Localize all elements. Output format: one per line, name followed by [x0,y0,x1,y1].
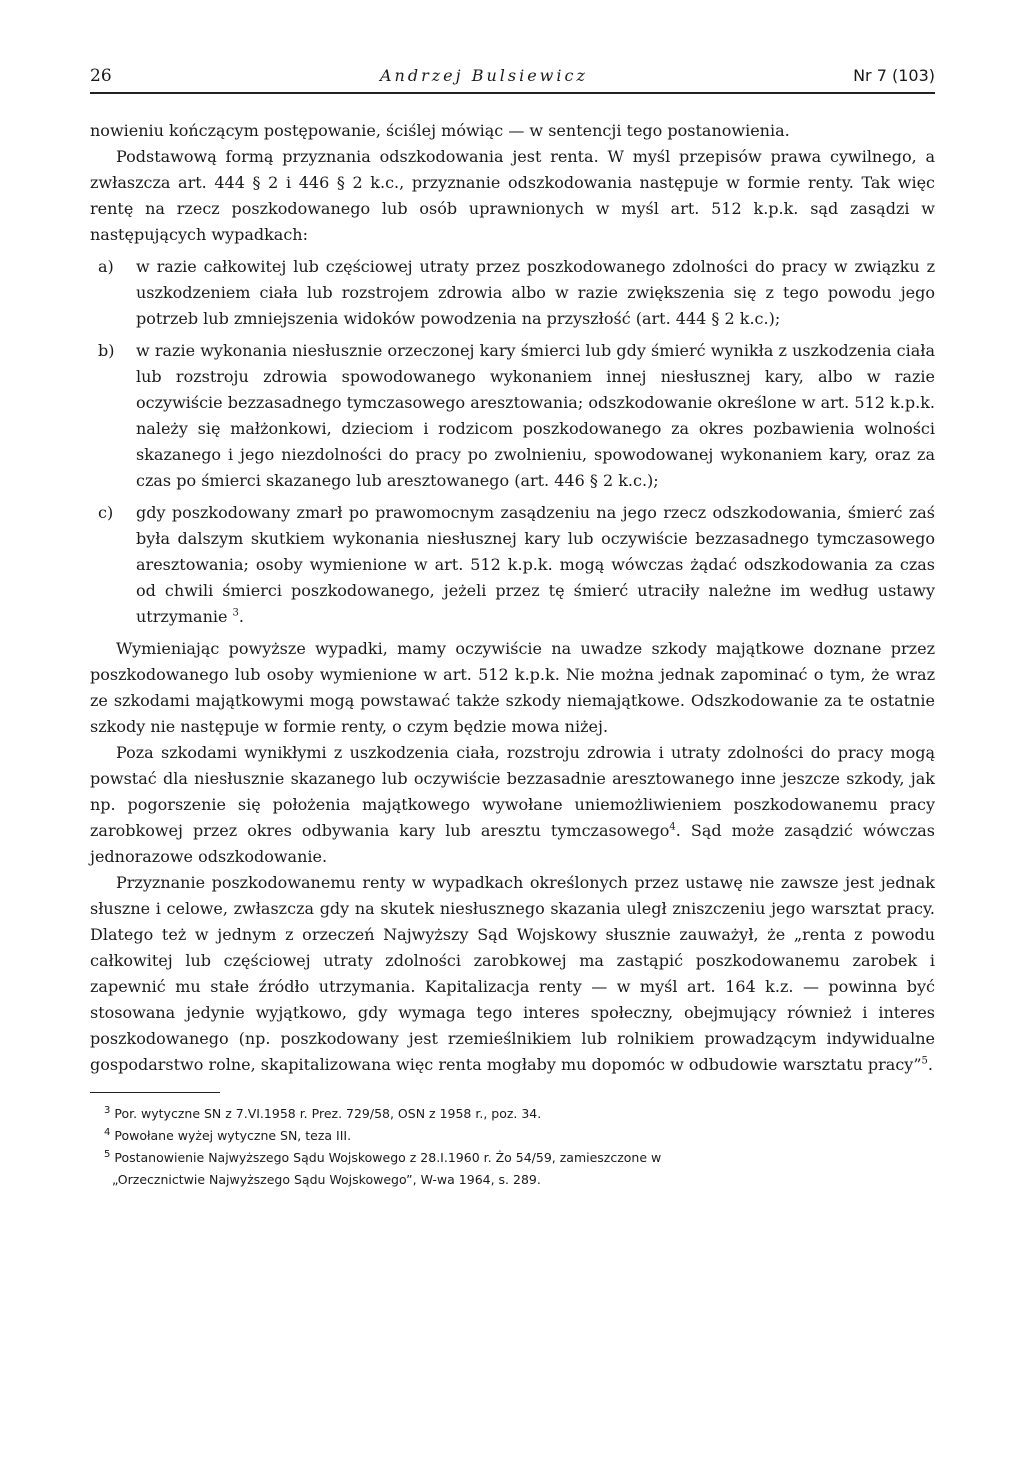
list-item-text: w razie wykonania niesłusznie orzeczonej kary śmierci lub gdy śmierć wynikła z uszkodzenia ciała lub rozstroju zdrowia spowodowanego wykonaniem innej niesłusznej kary, albo w razie oczywiście bezzasadnego tymczasowego aresztowania; odszkodowanie określone w art. 512 k.p.k. należy się małżonkowi, dzieciom i rodzicom poszkodowanego za okres pozbawienia wolności skazanego i jego niezdolności do pracy po zwolnieniu, spowodowanej wykonaniem kary, oraz za czas po śmierci skazanego lub aresztowanego (art. 446 § 2 k.c.); [136,341,935,490]
body-text [90,118,935,1078]
footnote [90,1125,935,1147]
footnote-ref: 3 [232,607,239,619]
paragraph-szkody: Wymieniając powyższe wypadki, mamy oczywiście na uwadze szkody majątkowe doznane przez poszkodowanego lub osoby wymienione w art. 512 k.p.k. Nie można jednak zapominać o tym, że wraz ze szkodami majątkowymi mogą powstawać także szkody niemajątkowe. Odszkodowanie za te ostatnie szkody nie następuje w formie renty, o czym będzie mowa niżej. [90,639,935,736]
footnote-number: 4 [104,1126,111,1138]
footnotes [90,1103,935,1191]
footnote-divider [90,1092,220,1093]
list-item: c) gdy poszkodowany zmarł po prawomocnym zasądzeniu na jego rzecz odszkodowania, śmierć zaś była dalszym skutkiem wykonania niesłusznej kary lub oczywiście bezzasadnego tymczasowego aresztowania; osoby wymienione w art. 512 k.p.k. mogą wówczas żądać odszkodowania za czas od chwili śmierci poszkodowanego, jeżeli przez tę śmierć utraciły należne im według ustawy utrzymanie $^3$. [90,500,935,630]
cases-list [90,254,935,630]
running-header [90,62,935,94]
document-page [90,62,935,1191]
issue-number: Nr 7 (103) [853,66,935,85]
list-item-text: w razie całkowitej lub częściowej utraty przez poszkodowanego zdolności do pracy w związku z uszkodzeniem ciała lub rozstrojem zdrowia albo w razie zwiększenia się z tego powodu jego potrzeb lub zmniejszenia widoków powodzenia na przyszłość (art. 444 § 2 k.c.); [136,257,935,328]
footnote-text: Powołane wyżej wytyczne SN, teza III. [114,1128,352,1143]
running-author: Andrzej Bulsiewicz [380,66,588,85]
list-marker: b) [98,341,115,360]
footnote-ref: 4 [669,821,676,833]
list-marker: c) [98,503,114,522]
paragraph-tail: . [927,1055,933,1074]
list-item-text: gdy poszkodowany zmarł po prawomocnym zasądzeniu na jego rzecz odszkodowania, śmierć zaś była dalszym skutkiem wykonania niesłusznej kary lub oczywiście bezzasadnego tymczasowego aresztowania; osoby wymienione w art. 512 k.p.k. mogą wówczas żądać odszkodowania za czas od chwili śmierci poszkodowanego, jeżeli przez tę śmierć utraciły należne im według ustawy utrzymanie [136,503,935,626]
list-item [90,254,935,332]
list-marker: a) [98,257,114,276]
paragraph-poza-szkodami [90,740,935,870]
footnote-ref: 5 [921,1055,928,1067]
footnote-continuation: „Orzecznictwie Najwyższego Sądu Wojskowego”, W-wa 1964, s. 289. [112,1172,541,1187]
footnote-text: Por. wytyczne SN z 7.VI.1958 r. Prez. 729/58, OSN z 1958 r., poz. 34. [114,1106,542,1121]
footnote [90,1103,935,1125]
paragraph-renta: Podstawową formą przyznania odszkodowania jest renta. W myśl przepisów prawa cywilnego, a zwłaszcza art. 444 § 2 i 446 § 2 k.c., przyznanie odszkodowania następuje w formie renty. Tak więc rentę na rzecz poszkodowanego lub osób uprawnionych w myśl art. 512 k.p.k. sąd zasądzi w następujących wypadkach: [90,147,935,244]
paragraph-continuation: nowieniu kończącym postępowanie, ściślej mówiąc — w sentencji tego postanowienia. [90,121,790,140]
footnote [90,1147,935,1191]
paragraph-przyznanie [90,870,935,1078]
list-item [90,338,935,494]
paragraph-tail: . Sąd może zasądzić wówczas jednorazowe odszkodowanie. [90,821,936,866]
footnote-text: Postanowienie Najwyższego Sądu Wojskowego z 28.I.1960 r. Żo 54/59, zamieszczone w [114,1150,662,1165]
footnote-number: 5 [104,1148,111,1160]
paragraph-text: Przyznanie poszkodowanemu renty w wypadkach określonych przez ustawę nie zawsze jest jednak słuszne i celowe, zwłaszcza gdy na skutek niesłusznego skazania uległ zniszczeniu jego warsztat pracy. Dlatego też w jednym z orzeczeń Najwyższy Sąd Wojskowy słusznie zauważył, że „renta z powodu całkowitej lub częściowej utraty zdolności zarobkowej ma zastąpić poszkodowanemu zarobek i zapewnić mu stałe źródło utrzymania. Kapitalizacja renty — w myśl art. 164 k.z. — powinna być stosowana jedynie wyjątkowo, gdy wymaga tego interes społeczny, obejmujący również i interes poszkodowanego (np. poszkodowany jest rzemieślnikiem lub rolnikiem prowadzącym indywidualne gospodarstwo rolne, skapitalizowana więc renta mogłaby mu dopomóc w odbudowie warsztatu pracy” [90,873,935,1074]
footnote-number: 3 [104,1104,111,1116]
paragraph-text: Poza szkodami wynikłymi z uszkodzenia ciała, rozstroju zdrowia i utraty zdolności do pracy mogą powstać dla niesłusznie skazanego lub oczywiście bezzasadnie aresztowanego inne jeszcze szkody, jak np. pogorszenie się położenia majątkowego wywołane uniemożliwieniem poszkodowanemu pracy zarobkowej przez okres odbywania kary lub aresztu tymczasowego [90,743,935,840]
page-number: 26 [90,66,112,86]
